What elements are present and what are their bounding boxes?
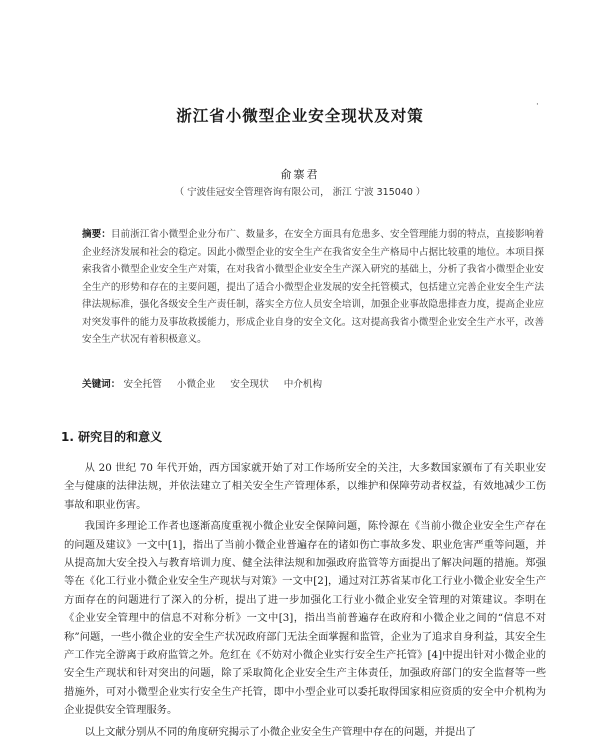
body-paragraph: 从 20 世纪 70 年代开始，西方国家就开始了对工作场所安全的关注，大多数国家颁布了有关职业安全与健康的法律法规，并依法建立了相关安全生产管理体系，以维护和保障劳动者权益，有效地减少工伤事故和职业伤害。: [64, 462, 546, 511]
keywords: [82, 377, 544, 393]
paper-title: 浙江省小微型企业安全现状及对策: [176, 107, 424, 125]
keyword-item: 中介机构: [283, 379, 323, 390]
abstract-text: 目前浙江省小微型企业分布广、数量多，在安全方面具有危患多、安全管理能力弱的特点，直接影响着企业经济发展和社会的稳定。因此小微型企业的安全生产在我省安全生产格局中占据比较重的地位。本项目探索我省小微型企业安全生产对策，在对我省小微型企业安全生产深入研究的基础上，分析了我省小微型企业安全生产的形势和存在的主要问题，提出了适合小微型企业发展的安全托管模式，包括建立完善企业安全生产法律法规标准，强化各级安全生产责任制，落实全方位人员安全培训，加强企业事故隐患排查力度，提高企业应对突发事件的能力及事故救援能力，形成企业自身的安全文化。这对提高我省小微型企业安全生产水平，改善安全生产状况有着积极意义。: [82, 229, 545, 345]
section-body: [64, 459, 546, 744]
section-heading: 1. 研究目的和意义: [61, 430, 163, 444]
keywords-label: 关键词：: [82, 379, 121, 390]
author-affiliation: （ 宁波佳冠安全管理咨询有限公司， 浙江 宁波 315040 ）: [174, 187, 426, 198]
keyword-item: 小微企业: [176, 379, 216, 390]
author-name: 俞寨君: [280, 168, 320, 181]
body-paragraph: 我国许多理论工作者也逐渐高度重视小微企业安全保障问题，陈怜源在《当前小微企业安全生产存在的问题及建议》一文中[1]，指出了当前小微企业普遍存在的诸如伤亡事故多发、职业危害严重等问题，并从提高加大安全投入与教育培训力度、健全法律法规和加强政府监管等方面提出了解决问题的措施。郑强等在《化工行业小微企业安全生产现状与对策》一文中[2]，通过对江苏省某市化工行业小微企业安全生产方面存在的问题进行了深入的分析，提出了进一步加强化工行业小微企业安全管理的对策建议。李明在《企业安全管理中的信息不对称分析》一文中[3]，指出当前普遍存在政府和小微企业之间的“信息不对称”问题，一些小微企业的安全生产状况政府部门无法全面掌握和监管，企业为了追求自身利益，其安全生产工作完全游离于政府监管之外。危红在《不妨对小微企业实行安全生产托管》[4]中提出针对小微企业的安全生产现状和针对突出的问题，除了采取简化企业安全生产主体责任，加强政府部门的安全监督等一些措施外，可对小微型企业实行安全生产托管，即中小型企业可以委托取得国家相应资质的安全中介机构为企业提供安全管理服务。: [64, 520, 546, 717]
keyword-item: 安全现状: [230, 379, 269, 390]
body-paragraph: 以上文献分别从不同的角度研究揭示了小微企业安全生产管理中存在的问题，并提出了: [84, 725, 476, 738]
abstract: [82, 226, 544, 349]
abstract-label: 摘要：: [82, 229, 111, 240]
keyword-item: 安全托管: [123, 379, 162, 390]
corner-mark: ·: [536, 100, 539, 110]
